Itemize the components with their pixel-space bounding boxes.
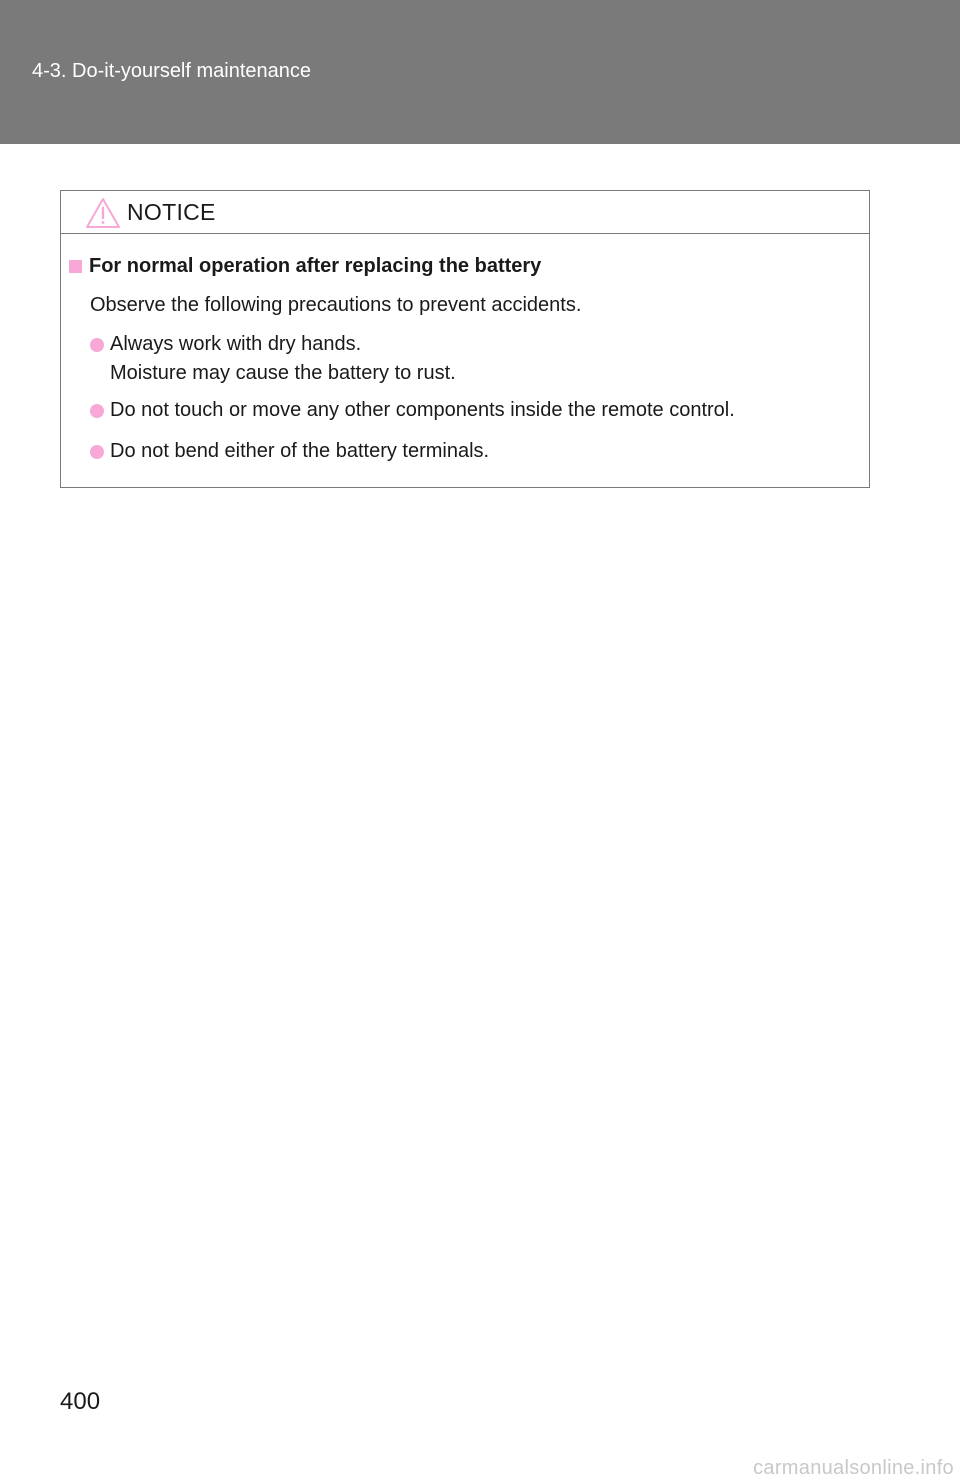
list-item bbox=[90, 396, 735, 425]
list-item bbox=[90, 330, 456, 388]
notice-subheading bbox=[69, 255, 541, 278]
bullet-dot-icon bbox=[90, 445, 104, 459]
page-number: 400 bbox=[60, 1388, 101, 1415]
list-item-line: Always work with dry hands. bbox=[110, 333, 362, 355]
warning-triangle-icon bbox=[85, 197, 121, 229]
list-item-line: Do not bend either of the battery terminals. bbox=[110, 440, 490, 462]
square-bullet-icon bbox=[69, 260, 82, 273]
list-item-line: Do not touch or move any other components inside the remote control. bbox=[110, 399, 735, 421]
list-item-line: Moisture may cause the battery to rust. bbox=[110, 362, 456, 384]
notice-header bbox=[61, 191, 869, 234]
section-title: 4-3. Do-it-yourself maintenance bbox=[32, 60, 312, 82]
notice-label: NOTICE bbox=[127, 199, 216, 225]
list-item bbox=[90, 437, 489, 466]
subheading-text: For normal operation after replacing the battery bbox=[89, 255, 542, 277]
watermark: carmanualsonline.info bbox=[753, 1457, 954, 1479]
header-band bbox=[0, 0, 960, 144]
notice-box bbox=[60, 190, 870, 488]
intro-text: Observe the following precautions to prevent accidents. bbox=[90, 294, 582, 316]
bullet-dot-icon bbox=[90, 404, 104, 418]
bullet-dot-icon bbox=[90, 338, 104, 352]
